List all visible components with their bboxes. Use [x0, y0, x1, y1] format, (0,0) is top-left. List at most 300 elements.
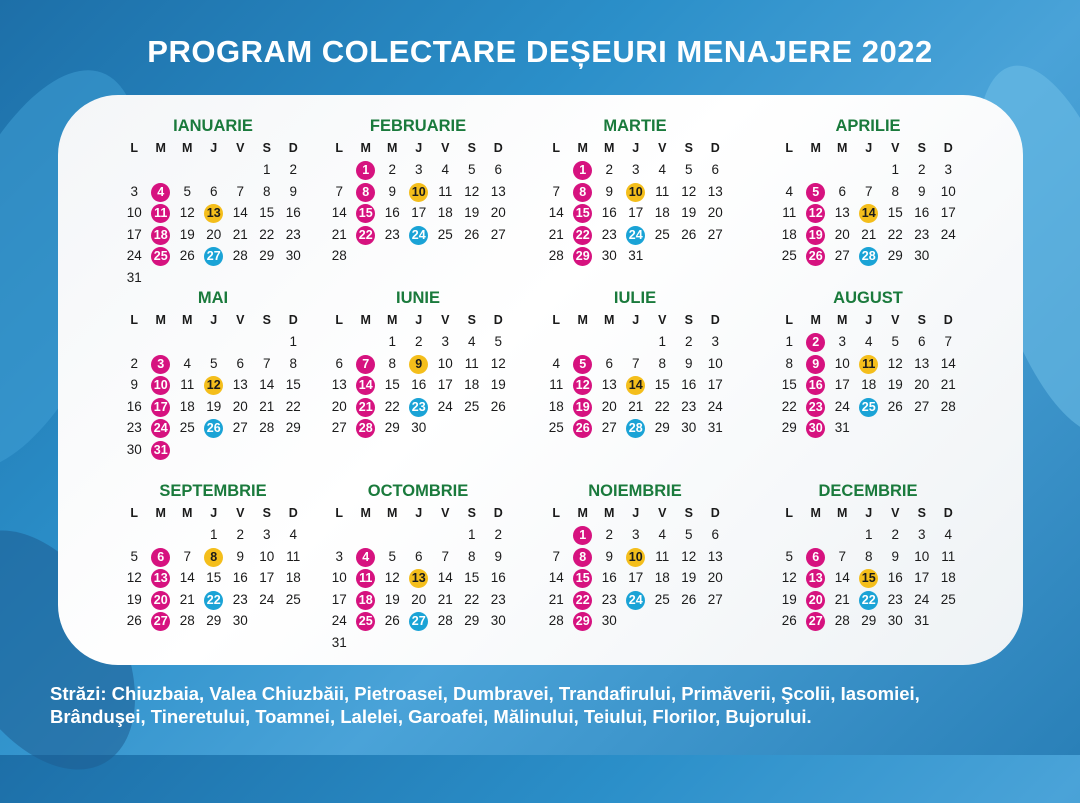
day-cell: 20	[206, 226, 222, 242]
day-cell: 31	[914, 613, 930, 628]
month-iulie	[540, 287, 730, 439]
day-cell: 21	[437, 591, 453, 607]
day-cell: 27	[914, 398, 930, 414]
day-cell: 1	[388, 334, 396, 349]
day-cell: 9	[605, 183, 613, 199]
day-cell: 30	[126, 441, 142, 457]
weekday-header: D	[493, 313, 503, 327]
day-cell: 15	[259, 205, 275, 220]
day-cell: 7	[864, 183, 873, 199]
day-cell: 17	[707, 377, 723, 392]
day-cell: 25	[654, 226, 670, 242]
day-cell: 21	[548, 226, 564, 242]
collection-day	[570, 224, 597, 246]
day-cell: 29	[259, 248, 275, 263]
month-name: OCTOMBRIE	[367, 482, 469, 500]
day-cell: 20	[601, 398, 617, 414]
collection-day-marker: 26	[573, 419, 592, 438]
weekday-header: V	[236, 313, 245, 327]
day-cell: 24	[259, 591, 275, 607]
day-cell: 16	[285, 205, 301, 220]
day-cell: 7	[262, 355, 271, 371]
collection-day-marker: 11	[356, 569, 375, 588]
collection-day-marker: 25	[356, 612, 375, 631]
empty-cell	[432, 524, 459, 546]
day-cell: 9	[130, 377, 138, 392]
collection-day-marker: 15	[859, 569, 878, 588]
collection-day-marker: 4	[356, 548, 375, 567]
day-cell: 9	[891, 548, 899, 564]
day-cell: 13	[914, 355, 930, 371]
day-cell: 13	[834, 205, 850, 220]
collection-day-marker: 29	[573, 612, 592, 631]
day-cell: 25	[548, 420, 564, 435]
day-cell: 11	[438, 183, 453, 199]
page-title: PROGRAM COLECTARE DEȘEURI MENAJERE 2022	[147, 34, 933, 69]
collection-day-marker: 18	[356, 591, 375, 610]
day-cell: 27	[707, 591, 723, 607]
weekday-header: V	[891, 141, 900, 155]
day-cell: 12	[464, 183, 480, 199]
collection-day-marker: 15	[573, 204, 592, 223]
collection-day-marker: 8	[573, 548, 592, 567]
collection-day	[856, 589, 883, 611]
weekday-header: V	[658, 313, 667, 327]
day-cell: 5	[467, 162, 476, 177]
day-cell: 10	[126, 205, 142, 220]
day-cell: 11	[655, 548, 670, 564]
collection-day	[148, 589, 175, 611]
day-cell: 5	[684, 162, 693, 177]
month-grid	[543, 309, 730, 439]
day-cell: 4	[552, 355, 560, 371]
collection-day-marker: 27	[806, 612, 825, 631]
month-grid	[776, 502, 963, 632]
collection-day-marker: 31	[151, 441, 170, 460]
streets-line-2: Brânduşei, Tineretului, Toamnei, Lalelei, Garoafei, Mălinului, Teiului, Florilor, Bujorului.	[50, 706, 812, 727]
day-cell: 29	[384, 420, 400, 435]
day-cell: 11	[464, 355, 479, 371]
day-cell: 20	[411, 591, 427, 607]
day-cell: 27	[331, 420, 347, 435]
collection-day	[148, 374, 175, 396]
collection-day	[353, 610, 380, 632]
day-cell: 28	[232, 248, 248, 263]
weekday-header: V	[441, 313, 450, 327]
month-name: MAI	[197, 289, 229, 307]
day-cell: 5	[183, 183, 191, 199]
weekday-header: V	[441, 506, 450, 520]
collection-day	[148, 610, 175, 632]
month-grid	[121, 309, 308, 460]
day-cell: 28	[331, 248, 347, 263]
day-cell: 25	[437, 226, 453, 242]
collection-day	[201, 245, 228, 267]
day-cell: 23	[601, 226, 617, 242]
collection-day-marker: 12	[573, 376, 592, 395]
collection-day-marker: 22	[573, 591, 592, 610]
collection-day-marker: 2	[806, 333, 825, 352]
day-cell: 6	[838, 183, 846, 199]
weekday-header: J	[632, 313, 640, 327]
weekday-header: M	[387, 141, 398, 155]
day-cell: 22	[654, 398, 670, 414]
weekday-header: L	[552, 141, 561, 155]
day-cell: 15	[654, 377, 670, 392]
day-cell: 16	[681, 377, 697, 392]
day-cell: 8	[262, 183, 271, 199]
collection-day	[623, 589, 650, 611]
day-cell: 30	[914, 248, 930, 263]
day-cell: 19	[206, 398, 222, 414]
weekday-header: L	[335, 141, 344, 155]
day-cell: 1	[658, 334, 666, 349]
day-cell: 20	[490, 205, 506, 220]
day-cell: 1	[785, 334, 793, 349]
weekday-header: J	[415, 313, 423, 327]
day-cell: 11	[180, 377, 195, 392]
empty-cell	[379, 524, 406, 546]
collection-day-marker: 3	[151, 355, 170, 374]
weekday-header: L	[785, 141, 794, 155]
weekday-header: S	[684, 141, 693, 155]
collection-day	[406, 567, 433, 589]
collection-day-marker: 13	[204, 204, 223, 223]
calendar-card	[58, 95, 1023, 665]
day-cell: 15	[887, 205, 903, 220]
streets-footer	[50, 682, 1040, 728]
day-cell: 29	[887, 248, 903, 263]
collection-day	[570, 417, 597, 439]
month-name: DECEMBRIE	[818, 482, 918, 500]
collection-day	[406, 224, 433, 246]
weekday-header: D	[710, 313, 720, 327]
day-cell: 21	[834, 591, 850, 607]
weekday-header: J	[210, 506, 218, 520]
day-cell: 23	[681, 398, 697, 414]
collection-day	[570, 546, 597, 568]
day-cell: 20	[331, 398, 347, 414]
day-cell: 2	[891, 527, 899, 542]
day-cell: 18	[285, 570, 301, 585]
collection-day-marker: 15	[573, 569, 592, 588]
empty-cell	[174, 331, 201, 353]
day-cell: 10	[437, 355, 453, 371]
collection-day-marker: 22	[859, 591, 878, 610]
collection-day	[570, 396, 597, 418]
collection-day	[353, 567, 380, 589]
day-cell: 28	[834, 613, 850, 628]
weekday-header: D	[943, 506, 953, 520]
weekday-header: M	[837, 313, 848, 327]
collection-day	[623, 224, 650, 246]
empty-cell	[829, 159, 856, 181]
day-cell: 2	[289, 162, 297, 177]
day-cell: 8	[785, 355, 793, 371]
day-cell: 17	[126, 226, 142, 242]
empty-cell	[227, 159, 254, 181]
weekday-header: M	[360, 141, 371, 155]
collection-day-marker: 19	[806, 226, 825, 245]
collection-day	[623, 181, 650, 203]
day-cell: 4	[289, 527, 297, 542]
collection-day	[353, 396, 380, 418]
collection-day	[623, 417, 650, 439]
empty-cell	[829, 524, 856, 546]
collection-day	[856, 353, 883, 375]
day-cell: 1	[467, 527, 476, 542]
day-cell: 2	[236, 527, 244, 542]
collection-day	[570, 589, 597, 611]
collection-day-marker: 15	[356, 204, 375, 223]
weekday-header: V	[891, 313, 900, 327]
day-cell: 13	[232, 377, 248, 392]
weekday-header: M	[604, 506, 615, 520]
weekday-header: D	[288, 141, 298, 155]
day-cell: 11	[286, 548, 301, 564]
day-cell: 17	[940, 205, 956, 220]
empty-cell	[803, 524, 830, 546]
month-name: NOIEMBRIE	[588, 482, 682, 500]
streets-line-1: Străzi: Chiuzbaia, Valea Chiuzbăii, Pietroasei, Dumbravei, Trandafirului, Primăverii, Şcolii, Iasomiei,	[50, 683, 920, 704]
day-cell: 4	[441, 162, 449, 177]
empty-cell	[776, 159, 803, 181]
day-cell: 15	[384, 377, 400, 392]
collection-day-marker: 13	[806, 569, 825, 588]
collection-day-marker: 24	[626, 591, 645, 610]
day-cell: 18	[437, 205, 453, 220]
day-cell: 13	[707, 548, 723, 564]
weekday-header: M	[604, 141, 615, 155]
day-cell: 14	[179, 570, 195, 585]
day-cell: 30	[411, 420, 427, 435]
month-grid	[776, 309, 963, 439]
weekday-header: J	[632, 506, 640, 520]
day-cell: 23	[887, 591, 903, 607]
day-cell: 24	[707, 398, 723, 414]
collection-day	[353, 181, 380, 203]
weekday-header: J	[415, 506, 423, 520]
empty-cell	[406, 524, 433, 546]
day-cell: 29	[464, 613, 480, 628]
day-cell: 30	[601, 613, 617, 628]
day-cell: 11	[782, 205, 797, 220]
day-cell: 2	[605, 162, 613, 177]
day-cell: 15	[285, 377, 301, 392]
day-cell: 18	[940, 570, 956, 585]
day-cell: 22	[259, 226, 275, 242]
weekday-header: D	[493, 506, 503, 520]
collection-day-marker: 6	[151, 548, 170, 567]
day-cell: 23	[126, 420, 142, 435]
collection-day	[570, 567, 597, 589]
collection-day-marker: 23	[409, 398, 428, 417]
day-cell: 19	[681, 570, 697, 585]
day-cell: 17	[914, 570, 930, 585]
month-grid	[326, 137, 513, 267]
empty-cell	[174, 524, 201, 546]
day-cell: 19	[681, 205, 697, 220]
collection-day-marker: 27	[204, 247, 223, 266]
day-cell: 28	[940, 398, 956, 414]
day-cell: 17	[259, 570, 275, 585]
weekday-header: M	[837, 506, 848, 520]
collection-day	[570, 610, 597, 632]
collection-day	[353, 353, 380, 375]
collection-day	[803, 245, 830, 267]
weekday-header: L	[130, 506, 139, 520]
weekday-header: S	[684, 313, 693, 327]
day-cell: 14	[259, 377, 275, 392]
day-cell: 7	[838, 548, 846, 564]
day-cell: 9	[494, 548, 502, 564]
collection-day	[570, 202, 597, 224]
day-cell: 27	[707, 226, 723, 242]
day-cell: 18	[548, 398, 564, 414]
collection-day-marker: 19	[573, 398, 592, 417]
empty-cell	[201, 331, 228, 353]
collection-day-marker: 14	[626, 376, 645, 395]
collection-day-marker: 27	[409, 612, 428, 631]
day-cell: 20	[707, 570, 723, 585]
collection-day	[623, 374, 650, 396]
month-name: APRILIE	[835, 117, 901, 135]
collection-day-marker: 30	[806, 419, 825, 438]
weekday-header: S	[467, 506, 476, 520]
collection-day	[353, 374, 380, 396]
collection-day-marker: 12	[806, 204, 825, 223]
collection-day-marker: 13	[409, 569, 428, 588]
day-cell: 3	[917, 527, 926, 542]
day-cell: 24	[126, 248, 142, 263]
day-cell: 12	[490, 355, 506, 371]
day-cell: 4	[785, 183, 793, 199]
day-cell: 17	[411, 205, 427, 220]
collection-day	[148, 245, 175, 267]
day-cell: 20	[707, 205, 723, 220]
day-cell: 6	[236, 355, 244, 371]
day-cell: 1	[209, 527, 218, 542]
day-cell: 16	[126, 398, 142, 414]
day-cell: 1	[262, 162, 271, 177]
day-cell: 25	[464, 398, 480, 414]
day-cell: 5	[785, 548, 793, 564]
weekday-header: L	[785, 506, 794, 520]
collection-day-marker: 9	[409, 355, 428, 374]
day-cell: 27	[601, 420, 617, 435]
day-cell: 22	[781, 398, 797, 414]
collection-day-marker: 1	[573, 161, 592, 180]
collection-day	[803, 589, 830, 611]
day-cell: 26	[781, 613, 797, 628]
empty-cell	[326, 159, 353, 181]
day-cell: 16	[384, 205, 400, 220]
weekday-header: M	[837, 141, 848, 155]
day-cell: 5	[209, 355, 218, 371]
day-cell: 8	[467, 548, 476, 564]
day-cell: 22	[464, 591, 480, 607]
day-cell: 2	[494, 527, 502, 542]
day-cell: 21	[331, 226, 347, 242]
day-cell: 1	[891, 162, 899, 177]
weekday-header: M	[577, 313, 588, 327]
day-cell: 3	[838, 334, 846, 349]
month-martie	[540, 115, 730, 267]
day-cell: 17	[628, 205, 644, 220]
day-cell: 1	[289, 334, 297, 349]
collection-day-marker: 1	[356, 161, 375, 180]
day-cell: 29	[206, 613, 222, 628]
collection-day	[148, 396, 175, 418]
collection-day	[148, 181, 175, 203]
collection-day	[623, 546, 650, 568]
day-cell: 27	[834, 248, 850, 263]
day-cell: 16	[490, 570, 506, 585]
day-cell: 4	[183, 355, 191, 371]
day-cell: 7	[183, 548, 191, 564]
day-cell: 23	[285, 226, 301, 242]
day-cell: 31	[834, 420, 850, 435]
day-cell: 29	[654, 420, 670, 435]
month-name: SEPTEMBRIE	[159, 482, 267, 500]
day-cell: 16	[411, 377, 427, 392]
day-cell: 18	[781, 226, 797, 242]
day-cell: 9	[605, 548, 613, 564]
day-cell: 7	[236, 183, 244, 199]
day-cell: 6	[917, 334, 926, 349]
day-cell: 2	[388, 162, 396, 177]
day-cell: 28	[179, 613, 195, 628]
day-cell: 23	[384, 226, 400, 242]
collection-day-marker: 10	[626, 183, 645, 202]
empty-cell	[148, 331, 175, 353]
collection-day-marker: 6	[806, 548, 825, 567]
weekday-header: J	[210, 141, 218, 155]
collection-day-marker: 14	[356, 376, 375, 395]
day-cell: 23	[490, 591, 506, 607]
day-cell: 24	[914, 591, 930, 607]
day-cell: 22	[887, 226, 903, 242]
weekday-header: M	[182, 313, 193, 327]
day-cell: 19	[464, 205, 480, 220]
day-cell: 3	[414, 162, 423, 177]
day-cell: 26	[126, 613, 142, 628]
day-cell: 22	[285, 398, 301, 414]
empty-cell	[148, 524, 175, 546]
day-cell: 2	[414, 334, 423, 349]
weekday-header: M	[604, 313, 615, 327]
day-cell: 14	[437, 570, 453, 585]
month-grid	[121, 137, 308, 288]
weekday-header: M	[387, 506, 398, 520]
day-cell: 12	[384, 570, 400, 585]
day-cell: 14	[331, 205, 347, 220]
month-name: IULIE	[613, 289, 657, 307]
collection-day-marker: 27	[151, 612, 170, 631]
empty-cell	[254, 331, 281, 353]
day-cell: 8	[864, 548, 873, 564]
day-cell: 4	[944, 527, 952, 542]
day-cell: 22	[384, 398, 400, 414]
month-name: AUGUST	[833, 289, 903, 307]
day-cell: 9	[917, 183, 926, 199]
day-cell: 8	[891, 183, 899, 199]
day-cell: 9	[684, 355, 693, 371]
month-name: MARTIE	[603, 117, 667, 135]
day-cell: 12	[681, 183, 697, 199]
day-cell: 4	[864, 334, 873, 349]
day-cell: 6	[711, 162, 719, 177]
